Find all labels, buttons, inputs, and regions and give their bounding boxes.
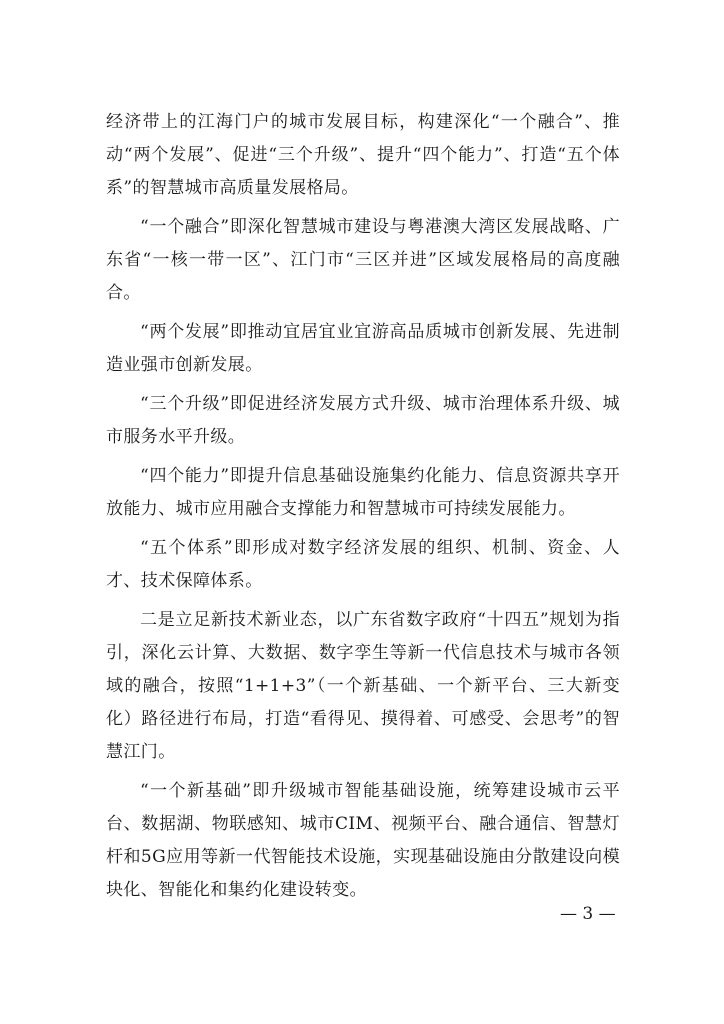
paragraph-four-capabilities: “四个能力”即提升信息基础设施集约化能力、信息资源共享开放能力、城市应用融合支撑能力和智慧城市可持续发展能力。 [106, 466, 620, 519]
paragraph-three-upgrades: “三个升级”即促进经济发展方式升级、城市治理体系升级、城市服务水平升级。 [106, 394, 620, 447]
paragraph-new-foundation: “一个新基础”即升级城市智能基础设施，统筹建设城市云平台、数据湖、物联感知、城市CIM、视频平台、融合通信、智慧灯杆和5G应用等新一代智能技术设施，实现基础设施由分散建设向模块化、智能化和集约化建设转变。 [106, 781, 620, 900]
paragraph-two-developments: “两个发展”即推动宜居宜业宜游高品质城市创新发展、先进制造业强市创新发展。 [106, 322, 620, 375]
body-text [106, 106, 620, 907]
paragraph-five-systems: “五个体系”即形成对数字经济发展的组织、机制、资金、人才、技术保障体系。 [106, 538, 620, 591]
page-number: — 3 — [560, 904, 616, 924]
paragraph-city-goal-continuation: 经济带上的江海门户的城市发展目标，构建深化“一个融合”、推动“两个发展”、促进“三个升级”、提升“四个能力”、打造“五个体系”的智慧城市高质量发展格局。 [106, 112, 620, 198]
paragraph-new-technology: 二是立足新技术新业态，以广东省数字政府“十四五”规划为指引，深化云计算、大数据、数字孪生等新一代信息技术与城市各领域的融合，按照“1+1+3”（一个新基础、一个新平台、三大新变化）路径进行布局，打造“看得见、摸得着、可感受、会思考”的智慧江门。 [106, 610, 620, 762]
paragraph-one-integration: “一个融合”即深化智慧城市建设与粤港澳大湾区发展战略、广东省“一核一带一区”、江门市“三区并进”区域发展格局的高度融合。 [106, 217, 620, 303]
